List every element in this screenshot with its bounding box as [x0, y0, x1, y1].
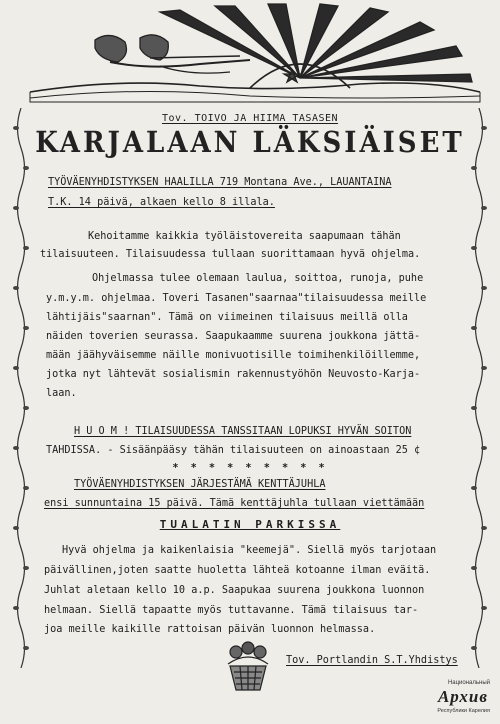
- signature: Tov. Portlandin S.T.Yhdistys: [286, 655, 458, 666]
- text-line: tilaisuuteen. Tilaisuudessa tullaan suorittamaan hyvä ohjelma.: [40, 249, 421, 260]
- text-line: Kehoitamme kaikkia työläistovereita saapumaan tähän: [88, 231, 401, 242]
- text-line: mään jäähyväisemme näille monivuotisille toimihenkilöillemme,: [46, 350, 421, 361]
- text-line: TYÖVÄENYHDISTYKSEN HAALILLA 719 Montana Ave., LAUANTAINA: [48, 177, 392, 188]
- notice-line: H U O M ! TILAISUUDESSA TANSSITAAN LOPUKSI HYVÄN SOITON: [74, 426, 412, 437]
- event-heading: TYÖVÄENYHDISTYKSEN JÄRJESTÄMÄ KENTTÄJUHLA: [74, 479, 326, 490]
- star-separator: * * * * * * * * *: [172, 463, 328, 474]
- text-line: T.K. 14 päivä, alkaen kello 8 illala.: [48, 197, 275, 208]
- archive-watermark-bottom: Республики Карелия: [437, 708, 490, 714]
- page-title: KARJALAAN LÄKSIÄISET: [35, 126, 465, 160]
- text-line: laan.: [46, 388, 77, 399]
- text-line: näiden toverien seurassa. Saapukaamme suurena joukkona jättä-: [46, 331, 421, 342]
- text-line: jotka nyt lähtevät sosialismin rakennustyöhön Neuvosto-Karja-: [46, 369, 421, 380]
- text-line: ensi sunnuntaina 15 päivä. Tämä kenttäjuhla tullaan viettämään: [44, 498, 425, 509]
- archive-watermark-top: Национальный: [447, 680, 490, 686]
- left-vine-border: [12, 108, 30, 668]
- text-line: lähtijäis"saarnan". Tämä on viimeinen tilaisuus meillä olla: [46, 312, 408, 323]
- header-illustration: [0, 0, 500, 110]
- text-line: Juhlat aletaan kello 10 a.p. Saapukaa suurena joukkona luonnon: [44, 585, 425, 596]
- text-line: Hyvä ohjelma ja kaikenlaisia "keemejä". Siellä myös tarjotaan: [62, 545, 437, 556]
- text-line: y.m.y.m. ohjelmaa. Toveri Tasanen"saarnaa"tilaisuudessa meille: [46, 293, 427, 304]
- text-line: päivällinen,joten saatte huoletta lähteä kotoanne ilman eväitä.: [44, 565, 431, 576]
- archive-watermark-main: Архив: [437, 687, 488, 706]
- flower-basket-icon: [220, 640, 276, 698]
- subtitle: Tov. TOIVO JA HIIMA TASASEN: [161, 113, 339, 124]
- text-line: helmaan. Siellä tapaatte myös tuttavanne. Tämä tilaisuus tar-: [44, 605, 419, 616]
- text-line: Ohjelmassa tulee olemaan laulua, soittoa, runoja, puhe: [92, 273, 424, 284]
- text-line: joa meille kaikille rattoisan päivän luonnon helmassa.: [44, 624, 376, 635]
- notice-line: TAHDISSA. - Sisäänpääsy tähän tilaisuuteen on ainoastaan 25 ¢: [46, 445, 421, 456]
- archive-watermark: [412, 680, 492, 720]
- park-name: TUALATIN PARKISSA: [159, 518, 341, 531]
